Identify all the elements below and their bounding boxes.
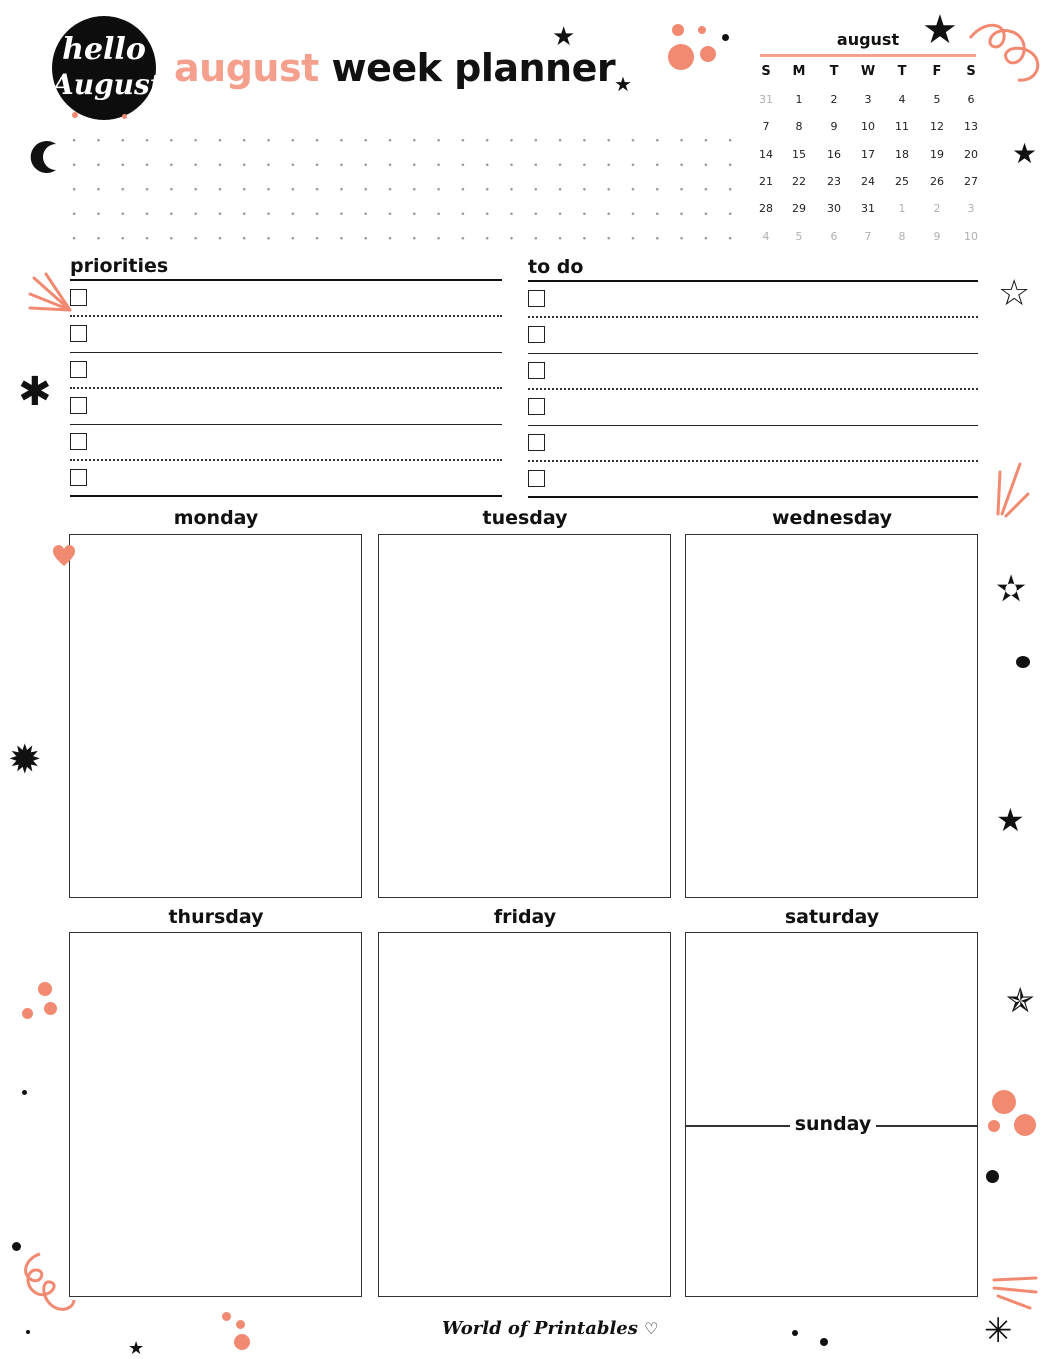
calendar-day[interactable]: 21 [759, 174, 773, 188]
calendar-day[interactable]: 9 [830, 120, 838, 134]
calendar-day[interactable]: 30 [827, 202, 841, 216]
calendar-day[interactable]: 20 [964, 147, 978, 161]
calendar-day[interactable]: 16 [827, 147, 841, 161]
todo-row[interactable] [528, 390, 978, 426]
calendar-weekday-header: T [897, 64, 907, 79]
calendar-day[interactable]: 3 [864, 93, 872, 106]
priority-checkbox[interactable] [70, 361, 87, 378]
todo-checkbox[interactable] [528, 470, 545, 487]
todo-checkbox[interactable] [528, 398, 545, 415]
calendar-day[interactable]: 27 [964, 174, 978, 188]
heart-icon [52, 544, 76, 568]
priority-rule [70, 495, 502, 497]
wednesday-box[interactable] [685, 534, 978, 898]
todo-row[interactable] [528, 462, 978, 498]
calendar-divider [760, 54, 976, 57]
hello-august-badge [52, 16, 163, 120]
todo-title: to do [528, 256, 584, 278]
calendar-day[interactable]: 9 [933, 229, 941, 243]
coral-dot [236, 1320, 245, 1329]
black-dot [792, 1330, 798, 1336]
wednesday-title: wednesday [772, 507, 892, 529]
calendar-day[interactable]: 31 [861, 202, 875, 216]
sparkle-star-icon: ✹ [8, 737, 42, 783]
badge-dot [72, 112, 78, 118]
calendar-month: august [836, 30, 900, 49]
priority-row[interactable] [70, 353, 502, 389]
black-dot [1016, 656, 1030, 668]
calendar-day[interactable]: 28 [759, 202, 773, 216]
outline-star-icon: ☆ [998, 273, 1031, 314]
coral-dot [992, 1090, 1016, 1114]
calendar-day[interactable]: 10 [964, 229, 978, 243]
calendar-day[interactable]: 5 [795, 229, 803, 243]
calendar-day[interactable]: 19 [930, 147, 944, 161]
calendar-day[interactable]: 15 [792, 147, 806, 161]
crescent-moon-icon [26, 138, 64, 176]
black-dot [22, 1090, 27, 1095]
black-dot [26, 1330, 30, 1334]
coral-dot [668, 44, 694, 70]
outline-star-icon: ✯ [1006, 981, 1035, 1021]
priority-checkbox[interactable] [70, 397, 87, 414]
calendar-weekday-header: W [860, 64, 876, 79]
calendar-day[interactable]: 14 [759, 147, 773, 161]
brand-text: World of Printables [442, 1318, 638, 1339]
todo-rule [528, 496, 978, 498]
sparkle-icon: ✳ [984, 1311, 1013, 1351]
sunday-title: sunday [790, 1113, 876, 1135]
black-dot [12, 1242, 21, 1251]
star-icon: ★ [996, 801, 1025, 839]
calendar-day[interactable]: 12 [930, 120, 944, 134]
calendar-day[interactable]: 31 [759, 93, 773, 106]
swirl-icon [20, 1248, 78, 1320]
calendar-day[interactable]: 25 [895, 174, 909, 188]
outline-star-icon: ✫ [996, 569, 1027, 610]
sparkle-lines-icon [26, 270, 72, 314]
coral-dot [38, 982, 52, 996]
star-icon: ★ [614, 72, 632, 96]
todo-row[interactable] [528, 282, 978, 318]
thursday-title: thursday [168, 906, 264, 928]
black-dot [820, 1338, 828, 1346]
sunday-divider-right [876, 1125, 978, 1127]
coral-dot [234, 1334, 250, 1350]
calendar-day[interactable]: 18 [895, 147, 909, 161]
coral-dot [222, 1312, 231, 1321]
calendar-weekday-header: T [829, 64, 839, 79]
coral-dot [700, 46, 716, 62]
coral-dot [44, 1002, 57, 1015]
calendar-day[interactable]: 29 [792, 202, 806, 216]
priority-checkbox[interactable] [70, 289, 87, 306]
tuesday-box[interactable] [378, 534, 671, 898]
badge-dot [122, 114, 127, 119]
priority-row[interactable] [70, 389, 502, 425]
calendar-day[interactable]: 6 [967, 93, 975, 106]
calendar-weekday-header: F [932, 64, 942, 79]
calendar-day[interactable]: 23 [827, 174, 841, 188]
calendar-day[interactable]: 8 [898, 229, 906, 243]
heart-icon: ♡ [644, 1319, 659, 1338]
black-dot [722, 34, 729, 41]
tuesday-title: tuesday [482, 507, 568, 529]
todo-checkbox[interactable] [528, 290, 545, 307]
todo-row[interactable] [528, 354, 978, 390]
sparkle-lines-icon [992, 458, 1032, 520]
monday-title: monday [173, 507, 259, 529]
calendar-day[interactable]: 10 [861, 120, 875, 134]
friday-title: friday [493, 906, 557, 928]
badge-line-august: August [52, 68, 163, 101]
calendar-day[interactable]: 8 [795, 120, 803, 134]
calendar-day[interactable]: 11 [895, 120, 909, 134]
calendar-day[interactable]: 7 [864, 229, 872, 243]
calendar-day[interactable]: 5 [933, 93, 941, 106]
calendar-day[interactable]: 22 [792, 174, 806, 188]
saturday-title: saturday [784, 906, 880, 928]
dot-grid-notes[interactable] [62, 128, 734, 244]
todo-checkbox[interactable] [528, 434, 545, 451]
badge-line-hello: hello [62, 32, 146, 67]
coral-dot [672, 24, 684, 36]
star-icon: ★ [1012, 137, 1038, 170]
calendar-weekday-header: M [792, 64, 806, 79]
title-accent: august [174, 46, 319, 90]
calendar-weekday-header: S [761, 64, 771, 79]
star-icon: ★ [922, 7, 958, 53]
calendar-day[interactable]: 4 [898, 93, 906, 106]
calendar-day[interactable]: 17 [861, 147, 875, 161]
star-icon: ★ [552, 22, 576, 52]
coral-dot [698, 26, 706, 34]
title-main: week planner [331, 46, 616, 90]
coral-dot [22, 1008, 33, 1019]
monday-box[interactable] [69, 534, 362, 898]
priority-row[interactable] [70, 317, 502, 353]
star-icon: ✱ [18, 369, 52, 415]
priority-row[interactable] [70, 425, 502, 461]
coral-dot [1014, 1114, 1036, 1136]
calendar-day[interactable]: 7 [762, 120, 770, 134]
calendar-day[interactable]: 26 [930, 174, 944, 188]
priorities-title: priorities [70, 255, 169, 277]
thursday-box[interactable] [69, 932, 362, 1297]
priority-row[interactable] [70, 461, 502, 497]
calendar-day[interactable]: 6 [830, 229, 838, 243]
sparkle-lines-icon [990, 1272, 1040, 1312]
calendar-day[interactable]: 24 [861, 174, 875, 188]
priority-checkbox[interactable] [70, 325, 87, 342]
calendar-day[interactable]: 1 [795, 93, 803, 106]
todo-row[interactable] [528, 426, 978, 462]
calendar-day[interactable]: 4 [762, 229, 770, 243]
calendar-day[interactable]: 13 [964, 120, 978, 134]
calendar-weekday-header: S [966, 64, 976, 79]
priority-checkbox[interactable] [70, 469, 87, 486]
priority-checkbox[interactable] [70, 433, 87, 450]
sunday-divider-left [686, 1125, 790, 1127]
calendar-day[interactable]: 1 [898, 202, 906, 216]
friday-box[interactable] [378, 932, 671, 1297]
calendar-day[interactable]: 2 [933, 202, 941, 216]
page-title [174, 46, 615, 90]
todo-checkbox[interactable] [528, 326, 545, 343]
black-dot [986, 1170, 999, 1183]
calendar-day[interactable]: 3 [967, 202, 975, 216]
coral-dot [988, 1120, 1000, 1132]
star-icon: ★ [128, 1338, 145, 1359]
todo-checkbox[interactable] [528, 362, 545, 379]
calendar-day[interactable]: 2 [830, 93, 838, 106]
brand-signature [442, 1318, 659, 1339]
swirl-icon [966, 18, 1046, 94]
priority-row[interactable] [70, 281, 502, 317]
todo-row[interactable] [528, 318, 978, 354]
